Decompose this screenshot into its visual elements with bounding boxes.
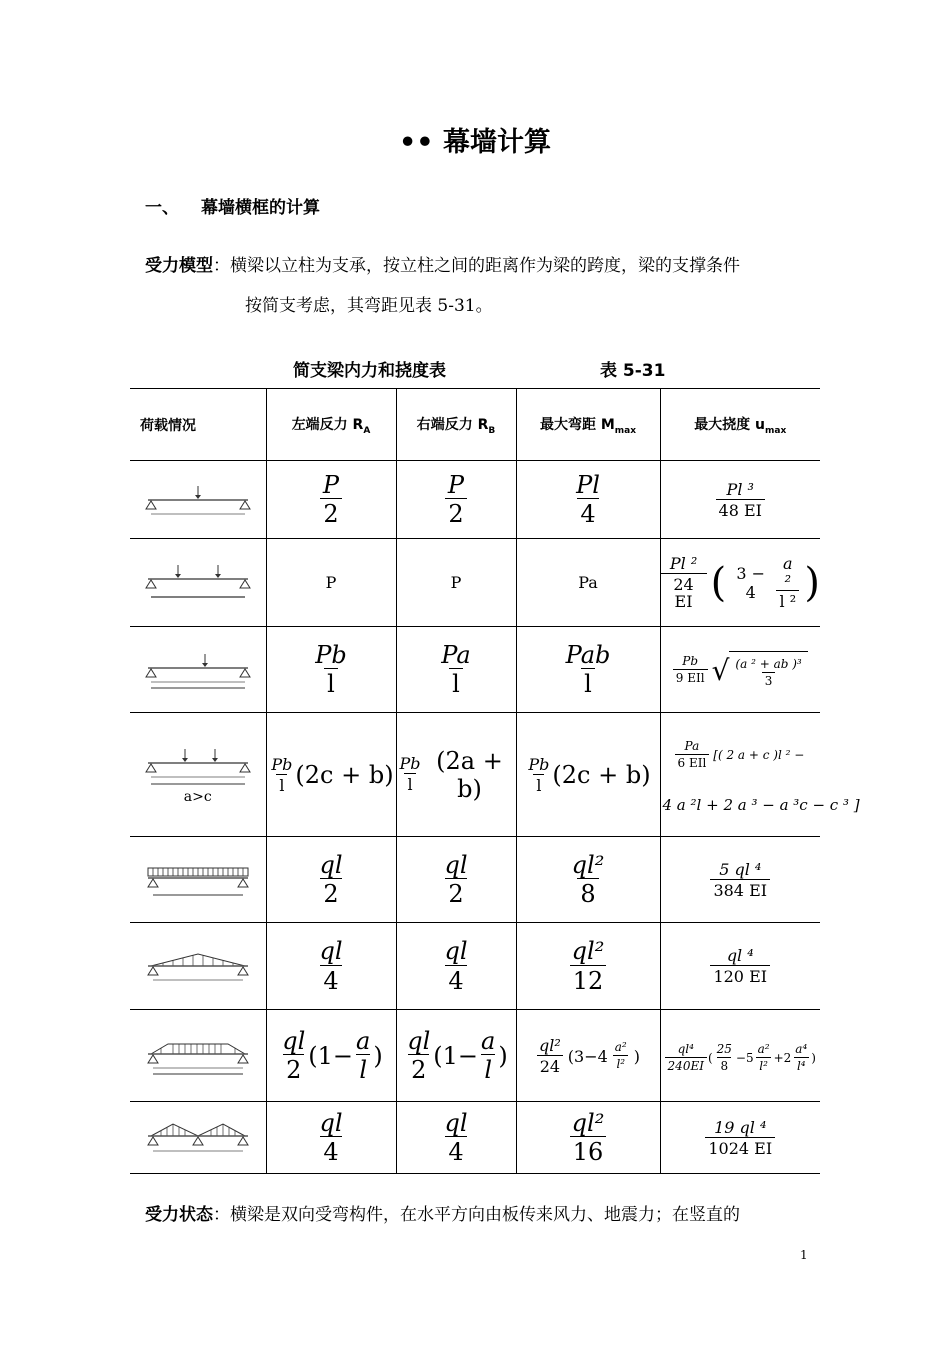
m-formula: Pab l [565,640,611,698]
m-value: Pa [578,573,598,592]
rb-formula: $\frac{Pa}{l}$ [441,640,471,698]
table-row [130,713,820,837]
ra-formula: $\frac{ql}{4}$ [319,937,343,995]
u-formula: ql⁴ 240EI ( 25 8 −5 a² l² +2 a⁴ l⁴ ) [665,1043,816,1072]
beam-diagram-icon [143,1034,253,1078]
table-row [130,627,820,713]
load-diagram-6 [130,923,266,1010]
beam-diagram-icon [143,480,253,520]
rb-formula: Pb l (2a + b) [399,746,503,803]
table-row [130,837,820,923]
beam-diagram-icon [143,858,253,902]
ra-formula: ql 2 (1− $\frac{a}{l}$ ) [282,1026,383,1084]
header-m: 最大弯距 $M_{max}$ [516,389,660,461]
note-a-gt-c: a>c [183,788,212,805]
m-formula: $\frac{Pl}{4}$ [576,470,600,528]
state-label: 受力状态 [145,1205,213,1225]
ra-formula: Pb l (2c + b) [271,754,394,795]
state-text: ：横梁是双向受弯构件，在水平方向由板传来风力、地震力；在竖直的 [213,1205,740,1225]
ra-formula: $\frac{ql}{4}$ [319,1108,343,1166]
table-caption: 简支梁内力和挠度表 [293,361,446,381]
table-row [130,539,820,627]
m-formula: $\frac{\text{ql²}}{16}$ [571,1108,605,1166]
m-formula: $\frac{\text{ql²}}{8}$ [571,850,605,908]
load-diagram-2 [130,539,266,627]
header-u: 最大挠度 $u_{max}$ [660,389,820,461]
table-row [130,1102,820,1174]
u-formula: $\frac{\text{Pl ³}}{48 EI}$ [716,481,765,519]
beam-diagram-icon [143,745,253,789]
header-ra: 左端反力 $R_A$ [266,389,396,461]
section-heading [145,193,320,218]
u-formula: $\frac{\text{19 ql ⁴}}{1024 EI}$ [705,1119,775,1157]
u-formula: $\frac{\text{5 ql ⁴}}{384 EI}$ [710,861,770,899]
header-rb: 右端反力 $R_B$ [396,389,516,461]
u-formula: $\frac{\text{ql ⁴}}{120 EI}$ [710,947,770,985]
ra-formula: $\frac{Pb}{l}$ [315,640,347,698]
beam-diagram-icon [143,648,253,692]
section-number: 一、 [145,198,179,218]
u-formula: Pa 6 EIl [( 2 a + c )l ² − 4 a ²l + 2 a ³ − a ³c − c ³ ] [660,713,820,837]
page-title: •• 幕墙计算 [399,127,551,158]
rb-formula: $\frac{ql}{4}$ [444,1108,468,1166]
rb-formula: $\frac{ql}{4}$ [444,937,468,995]
m-formula: ql² 24 (3−4 a² l² ) [536,1037,640,1075]
ra-value: P [325,573,337,592]
model-line2: 按简支考虑，其弯距见表 5-31。 [245,296,493,316]
u-formula: Pb 9 EIl √ $\frac{\text{(a ² + ab )³}}{3}$ [673,651,808,688]
ra-formula: $\frac{ql}{2}$ [319,850,343,908]
ra-formula: $\frac{P}{2}$ [320,472,342,528]
beam-diagram-icon [143,946,253,986]
table-row [130,461,820,539]
table-row [130,923,820,1010]
beam-table [130,388,860,1174]
table-row [130,1010,820,1102]
load-diagram-4 [130,713,266,837]
page-number: 1 [800,1248,808,1262]
load-diagram-7 [130,1010,266,1102]
beam-diagram-icon [143,1118,253,1158]
rb-formula: ql 2 (1− $\frac{a}{l}$ ) [407,1026,508,1084]
header-load: 荷载情况 [130,389,266,461]
load-diagram-1 [130,461,266,539]
state-paragraph [145,1207,740,1224]
rb-formula: $\frac{ql}{2}$ [444,850,468,908]
load-diagram-5 [130,837,266,923]
u-formula: Pl ² 24 EI ( 3 − 4 a ² l ² ) [661,555,821,611]
model-label: 受力模型 [145,256,213,276]
rb-formula: $\frac{P}{2}$ [445,472,467,528]
table-number: 表 5-31 [600,361,666,381]
model-line1: ：横梁以立柱为支承，按立柱之间的距离作为梁的跨度，梁的支撑条件 [213,256,740,276]
m-formula: $\frac{\text{ql²}}{12}$ [571,937,605,995]
section-title: 幕墙横框的计算 [201,198,320,218]
rb-value: P [450,573,462,592]
load-diagram-8 [130,1102,266,1174]
header-row [130,389,820,461]
load-diagram-3 [130,627,266,713]
m-formula: Pb l (2c + b) [528,754,651,795]
model-paragraph [145,258,740,275]
beam-diagram-icon [143,561,253,605]
